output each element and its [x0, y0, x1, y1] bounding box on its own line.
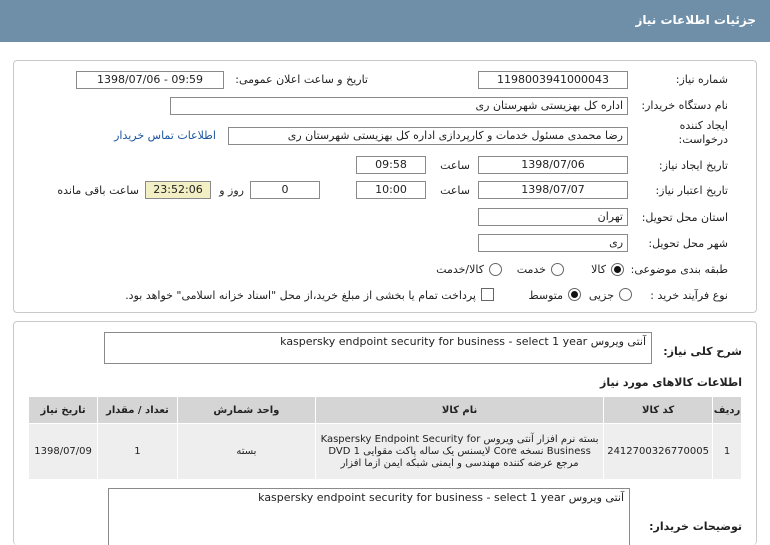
goods-section-title: اطلاعات کالاهای مورد نیاز [600, 376, 742, 389]
goods-panel [13, 321, 757, 545]
valid-date-field: 1398/07/07 [478, 181, 628, 199]
purchase-option-minor: جزیی [588, 289, 614, 302]
category-radio-service[interactable] [551, 263, 564, 276]
purchase-radio-medium[interactable] [568, 288, 581, 301]
buyer-field: اداره کل بهزیستی شهرستان ری [170, 97, 628, 115]
city-label: شهر محل تحویل: [648, 237, 728, 250]
page-title: جزئیات اطلاعات نیاز [635, 13, 756, 27]
created-time-field: 09:58 [356, 156, 426, 174]
valid-date-label: تاریخ اعتبار نیاز: [655, 184, 728, 197]
category-radio-goods[interactable] [611, 263, 624, 276]
col-unit: واحد شمارش [177, 397, 315, 424]
need-info-panel [13, 60, 757, 313]
announce-label: تاریخ و ساعت اعلان عمومی: [235, 73, 368, 86]
city-field: ری [478, 234, 628, 252]
days-field: 0 [250, 181, 320, 199]
creator-label-2: درخواست: [678, 133, 728, 146]
category-option-service: خدمت [516, 263, 546, 276]
category-label: طبقه بندی موضوعی: [630, 263, 728, 276]
province-field: تهران [478, 208, 628, 226]
summary-field: آنتی ویروس kaspersky endpoint security for business - select 1 year [104, 332, 652, 364]
col-row: ردیف [713, 397, 742, 424]
buyer-contact-link[interactable]: اطلاعات تماس خریدار [114, 129, 216, 142]
goods-table [28, 396, 742, 480]
col-date: تاریخ نیاز [29, 397, 98, 424]
category-radio-goods-service[interactable] [489, 263, 502, 276]
buyer-label: نام دستگاه خریدار: [641, 99, 728, 112]
valid-time-label: ساعت [440, 184, 470, 197]
purchase-option-medium: متوسط [528, 289, 563, 302]
purchase-radio-minor[interactable] [619, 288, 632, 301]
remaining-label: ساعت باقی مانده [57, 184, 139, 197]
col-code: کد کالا [604, 397, 713, 424]
cell-date: 1398/07/09 [29, 424, 98, 480]
province-label: استان محل تحویل: [641, 211, 728, 224]
page-header [0, 0, 770, 42]
table-row [29, 424, 742, 480]
purchase-type-label: نوع فرآیند خرید : [650, 289, 728, 302]
category-option-goods: کالا [591, 263, 606, 276]
created-date-field: 1398/07/06 [478, 156, 628, 174]
creator-field: رضا محمدی مسئول خدمات و کارپردازی اداره کل بهزیستی شهرستان ری [228, 127, 628, 145]
col-name: نام کالا [316, 397, 604, 424]
cell-row: 1 [713, 424, 742, 480]
valid-time-field: 10:00 [356, 181, 426, 199]
days-label: روز و [219, 184, 244, 197]
goods-table-header [29, 397, 742, 424]
need-number-field: 1198003941000043 [478, 71, 628, 89]
cell-code: 2412700326770005 [604, 424, 713, 480]
buyer-notes-field: آنتی ویروس kaspersky endpoint security for business - select 1 year [108, 488, 630, 545]
creator-label-1: ایجاد کننده [679, 119, 728, 132]
treasury-payment-text: پرداخت تمام یا بخشی از مبلغ خرید،از محل "اسناد خزانه اسلامی" خواهد بود. [125, 289, 476, 302]
announce-field: 1398/07/06 - 09:59 [76, 71, 224, 89]
created-date-label: تاریخ ایجاد نیاز: [658, 159, 728, 172]
summary-label: شرح کلی نیاز: [663, 345, 742, 358]
remaining-time-field: 23:52:06 [145, 181, 211, 199]
created-time-label: ساعت [440, 159, 470, 172]
buyer-notes-label: توضیحات خریدار: [649, 520, 742, 533]
col-qty: تعداد / مقدار [98, 397, 178, 424]
cell-unit: بسته [177, 424, 315, 480]
need-number-label: شماره نیاز: [675, 73, 728, 86]
treasury-payment-checkbox[interactable] [481, 288, 494, 301]
category-option-goods-service: کالا/خدمت [436, 263, 484, 276]
cell-name: بسته نرم افزار آنتی ویروس Kaspersky Endpoint Security for Business نسخه Core لایسنس یک ساله پاکت مقوایی 1 DVD مرجع عرضه کننده مهندسی و ایمنی شبکه ایمن ازما افزار [316, 424, 604, 480]
cell-qty: 1 [98, 424, 178, 480]
